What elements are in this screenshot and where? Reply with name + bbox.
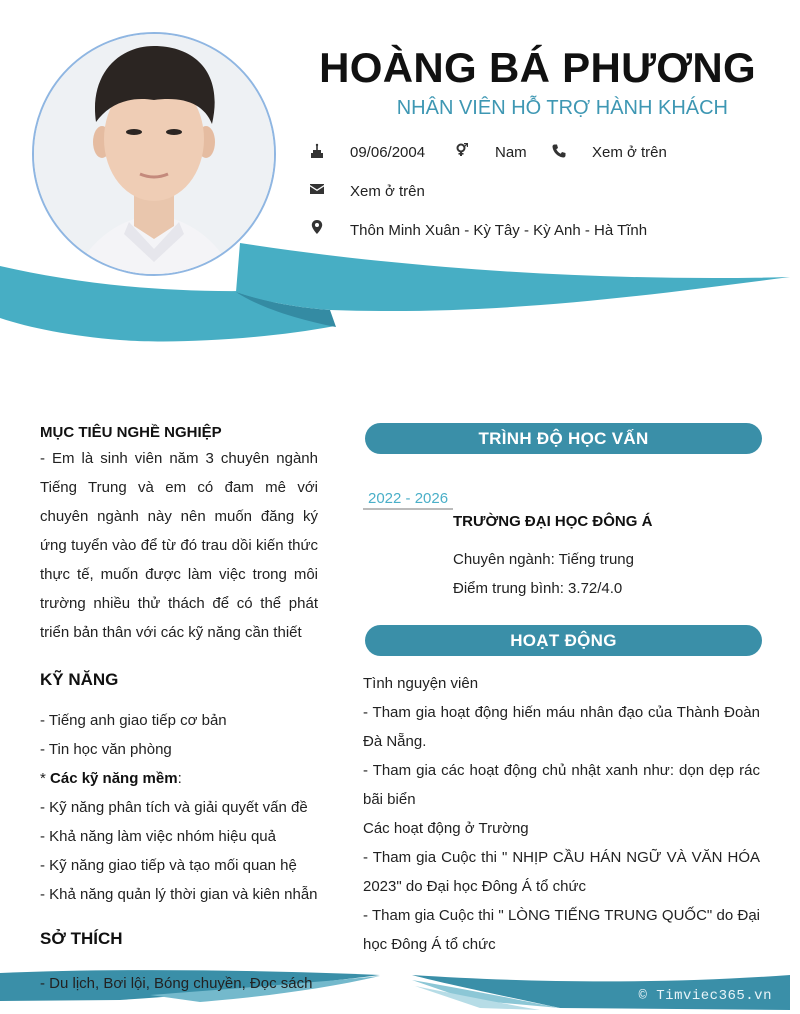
contact-email [309,181,325,197]
hobbies-text: - Du lịch, Bơi lội, Bóng chuyền, Đọc sách [40,975,313,992]
activities-list [363,669,760,959]
objective-title: MỤC TIÊU NGHỀ NGHIỆP [40,424,222,441]
education-major: Chuyên ngành: Tiếng trung [453,551,634,568]
skills-list [40,706,318,909]
activity-line: - Tham gia Cuộc thi " NHỊP CẦU HÁN NGỮ VÀ VĂN HÓA 2023" do Đại học Đông Á tổ chức [363,849,760,895]
hobbies-body [40,969,318,998]
education-gpa: Điểm trung bình: 3.72/4.0 [453,580,623,597]
activity-line: Tình nguyện viên [363,675,479,692]
gender-icon [454,141,470,157]
education-period: 2022 - 2026 [363,490,453,510]
soft-skill-item: - Khả năng làm việc nhóm hiệu quả [40,828,276,845]
birthday-cake-icon [309,143,325,159]
activity-line: - Tham gia hoạt động hiến máu nhân đạo của Thành Đoàn Đà Nẵng. [363,704,760,750]
hobbies-section [40,929,318,949]
contact-gender [454,141,470,157]
activity-line: Các hoạt động ở Trường [363,820,529,837]
birthday-value: 09/06/2004 [350,144,426,161]
soft-skills-prefix: * [40,770,51,787]
job-title: NHÂN VIÊN HỖ TRỢ HÀNH KHÁCH [396,97,728,119]
skill-item: - Tin học văn phòng [40,741,172,758]
activities-section-header: HOẠT ĐỘNG [365,625,762,656]
soft-skill-item: - Kỹ năng phân tích và giải quyết vấn đề [40,799,308,816]
address-value: Thôn Minh Xuân - Kỳ Tây - Kỳ Anh - Hà Tĩnh [350,222,648,239]
hobbies-title: SỞ THÍCH [40,929,123,948]
gender-value: Nam [495,144,527,161]
candidate-name: HOÀNG BÁ PHƯƠNG [319,44,756,91]
contact-phone [551,143,567,159]
phone-value[interactable]: Xem ở trên [592,144,667,161]
phone-icon [551,143,567,159]
skills-section [40,670,318,909]
education-school: TRƯỜNG ĐẠI HỌC ĐÔNG Á [453,513,653,530]
education-section-header: TRÌNH ĐỘ HỌC VẤN [365,423,762,454]
soft-skill-item: - Khả năng quản lý thời gian và kiên nhẫn [40,886,318,903]
envelope-icon [309,181,325,197]
activity-line: - Tham gia Cuộc thi " LÒNG TIẾNG TRUNG QUỐC" do Đại học Đông Á tổ chức [363,907,760,953]
contact-birthday [309,143,325,159]
skill-item: - Tiếng anh giao tiếp cơ bản [40,712,227,729]
activity-line: - Tham gia các hoạt động chủ nhật xanh như: dọn dẹp rác bãi biển [363,762,760,808]
header-ribbon-decoration [0,230,800,345]
soft-skill-item: - Kỹ năng giao tiếp và tạo mối quan hệ [40,857,297,874]
footer-brand: © Timviec365.vn [638,988,772,1004]
objective-text: - Em là sinh viên năm 3 chuyên ngành Tiếng Trung và em có đam mê với chuyên ngành này nên muốn đăng ký ứng tuyển vào để từ đó trau dồi kiến thức thực tế, muốn được làm việc trong môi trường nhiều thử thách để có thể phát triển bản thân với các kỹ năng cần thiết [40,450,318,641]
skills-title: KỸ NĂNG [40,670,119,689]
soft-skills-heading [40,764,318,793]
objective-section [40,424,318,647]
email-value[interactable]: Xem ở trên [350,183,425,200]
soft-skills-suffix: : [177,770,182,787]
soft-skills-label: Các kỹ năng mềm [50,770,178,787]
